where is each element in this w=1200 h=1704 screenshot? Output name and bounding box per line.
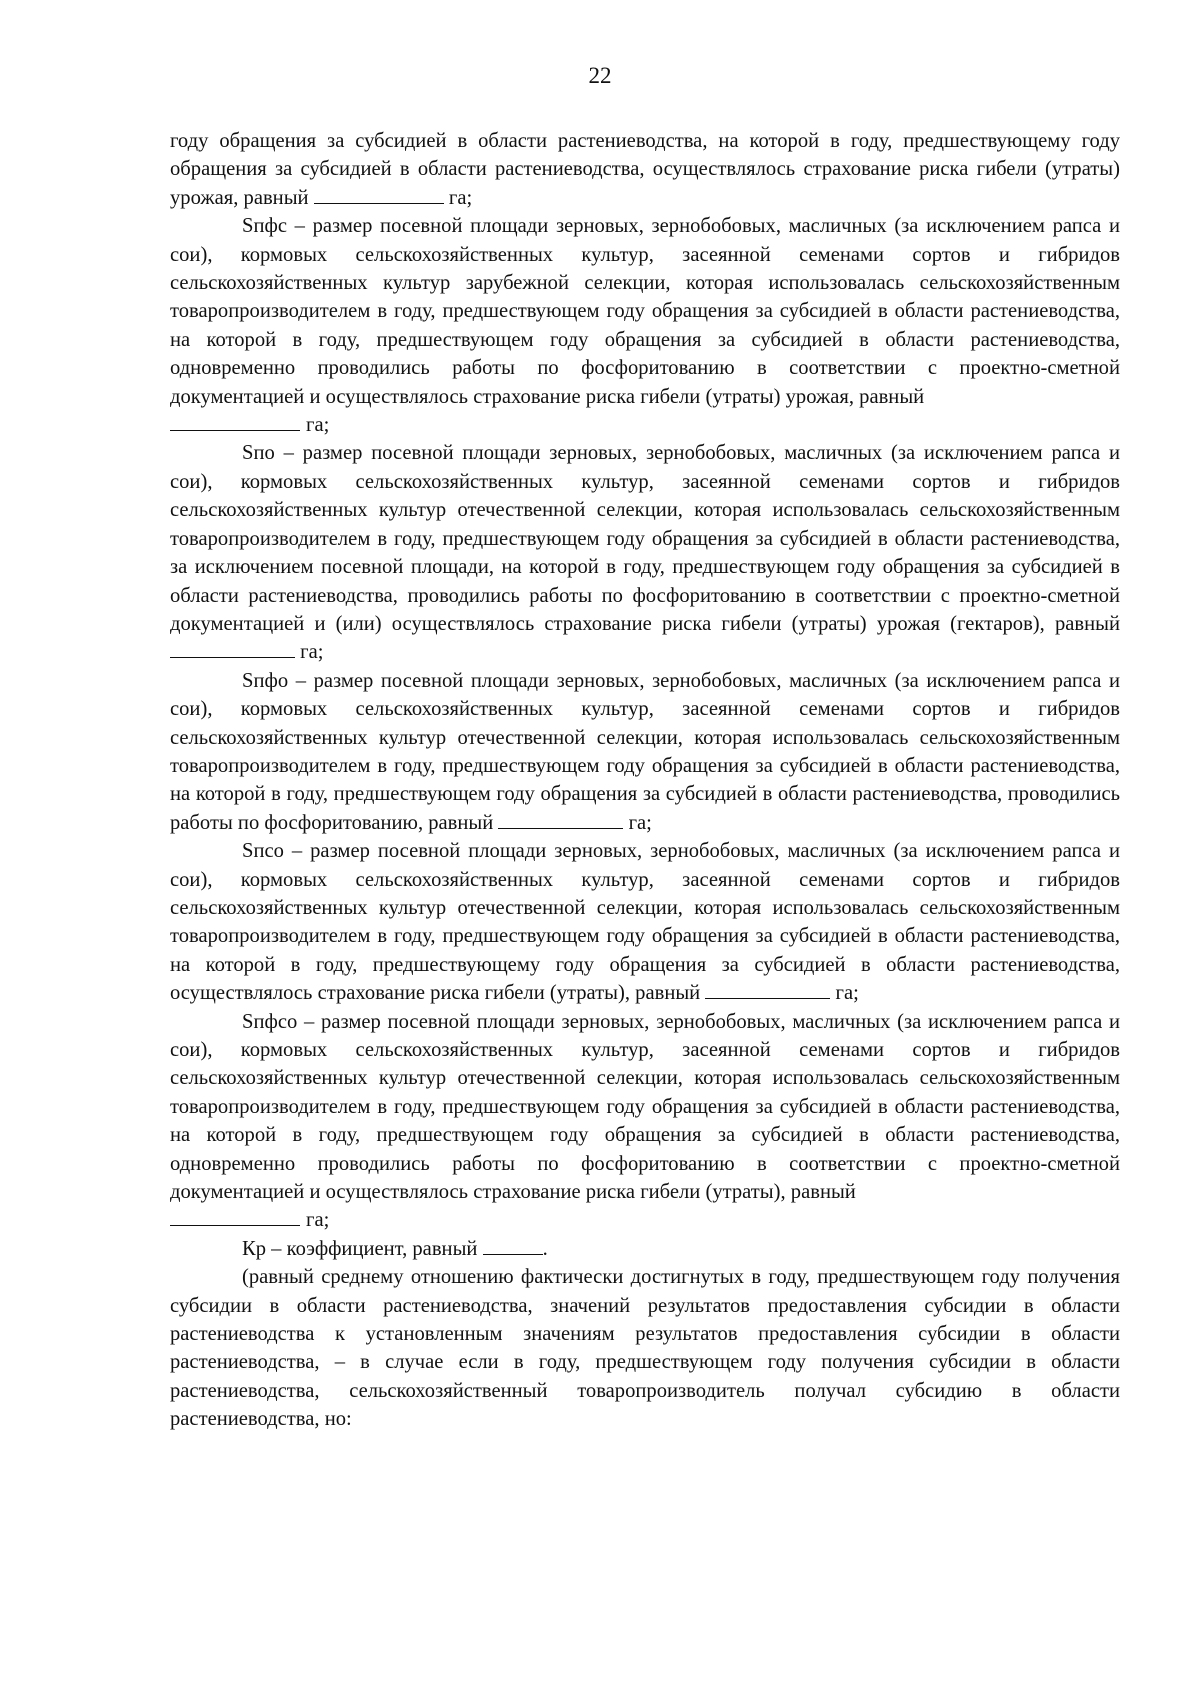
- unit-label: га;: [306, 414, 330, 437]
- paragraph-text: Sпфс – размер посевной площади зерновых, зернобобовых, масличных (за исключением рапса и сои), кормовых сельскохозяйственных культур, засеянной семенами сортов и гибридов сельскохозяйственных культур зарубежной селекции, которая использовалась сельскохозяйственным товаропроизводителем в году, предшествующем году обращения за субсидией в области растениеводства, на которой в году, предшествующем году обращения за субсидией в области растениеводства, одновременно проводились работы по фосфоритованию в соответствии с проектно-сметной документацией и осуществлялось страхование риска гибели (утраты) урожая, равный: [170, 215, 1120, 408]
- paragraph-text: Sпфсо – размер посевной площади зерновых, зернобобовых, масличных (за исключением рапса и сои), кормовых сельскохозяйственных культур, засеянной семенами сортов и гибридов сельскохозяйственных культур отечественной селекции, которая использовалась сельскохозяйственным товаропроизводителем в году, предшествующем году обращения за субсидией в области растениеводства, на которой в году, предшествующем году обращения за субсидией в области растениеводства, одновременно проводились работы по фосфоритованию в соответствии с проектно-сметной документацией и осуществлялось страхование риска гибели (утраты), равный: [170, 1010, 1120, 1204]
- paragraph-spfo: [170, 667, 1120, 837]
- paragraph-continuation: [170, 127, 1120, 212]
- paragraph-text: Sпсо – размер посевной площади зерновых, зернобобовых, масличных (за исключением рапса и сои), кормовых сельскохозяйственных культур, засеянной семенами сортов и гибридов сельскохозяйственных культур отечественной селекции, которая использовалась сельскохозяйственным товаропроизводителем в году, предшествующем году обращения за субсидией в области растениеводства, на которой в году, предшествующему году обращения за субсидией в области растениеводства, осуществлялось страхование риска гибели (утраты), равный: [170, 840, 1120, 1005]
- unit-label: га;: [628, 811, 652, 834]
- unit-label: га;: [300, 641, 324, 664]
- paragraph-spfso: [170, 1008, 1120, 1235]
- paragraph-kr-explanation: [170, 1263, 1120, 1433]
- blank-field[interactable]: [705, 980, 830, 999]
- blank-field[interactable]: [170, 1207, 300, 1226]
- blank-field[interactable]: [314, 185, 444, 204]
- unit-label: га;: [448, 186, 473, 209]
- blank-field[interactable]: [170, 639, 295, 658]
- paragraph-text: году обращения за субсидией в области растениеводства, на которой в году, предшествующему году обращения за субсидией в области растениеводства, осуществлялось страхование риска гибели (утраты) урожая, равный: [170, 130, 1120, 209]
- document-body: [170, 127, 1120, 1434]
- unit-label: га;: [835, 982, 859, 1005]
- paragraph-spo: [170, 439, 1120, 666]
- paragraph-spfs: [170, 212, 1120, 439]
- blank-field[interactable]: [170, 412, 300, 431]
- blank-field[interactable]: [498, 810, 623, 829]
- unit-label: га;: [306, 1209, 330, 1232]
- end-punctuation: .: [542, 1237, 548, 1260]
- blank-field[interactable]: [483, 1236, 543, 1255]
- paragraph-kr: [170, 1235, 1120, 1263]
- paragraph-text: Кр – коэффициент, равный: [242, 1237, 478, 1260]
- paragraph-text: Sпфо – размер посевной площади зерновых, зернобобовых, масличных (за исключением рапса и сои), кормовых сельскохозяйственных культур, засеянной семенами сортов и гибридов сельскохозяйственных культур отечественной селекции, которая использовалась сельскохозяйственным товаропроизводителем в году, предшествующем году обращения за субсидией в области растениеводства, на которой в году, предшествующем году обращения за субсидией в области растениеводства, проводились работы по фосфоритованию, равный: [170, 669, 1120, 834]
- paragraph-text: (равный среднему отношению фактически достигнутых в году, предшествующем году получения субсидии в области растениеводства, значений результатов предоставления субсидии в области растениеводства к установленным значениям результатов предоставления субсидии в области растениеводства, – в случае если в году, предшествующем году получения субсидии в области растениеводства, сельскохозяйственный товаропроизводитель получал субсидию в области растениеводства, но:: [170, 1266, 1120, 1431]
- paragraph-spso: [170, 837, 1120, 1007]
- page-number: 22: [588, 63, 612, 88]
- paragraph-text: Sпо – размер посевной площади зерновых, зернобобовых, масличных (за исключением рапса и сои), кормовых сельскохозяйственных культур, засеянной семенами сортов и гибридов сельскохозяйственных культур отечественной селекции, которая использовалась сельскохозяйственным товаропроизводителем в году, предшествующем году обращения за субсидией в области растениеводства, за исключением посевной площади, на которой в году, предшествующем году обращения за субсидией в области растениеводства, проводились работы по фосфоритованию в соответствии с проектно-сметной документацией и (или) осуществлялось страхование риска гибели (утраты) урожая (гектаров), равный: [170, 442, 1120, 635]
